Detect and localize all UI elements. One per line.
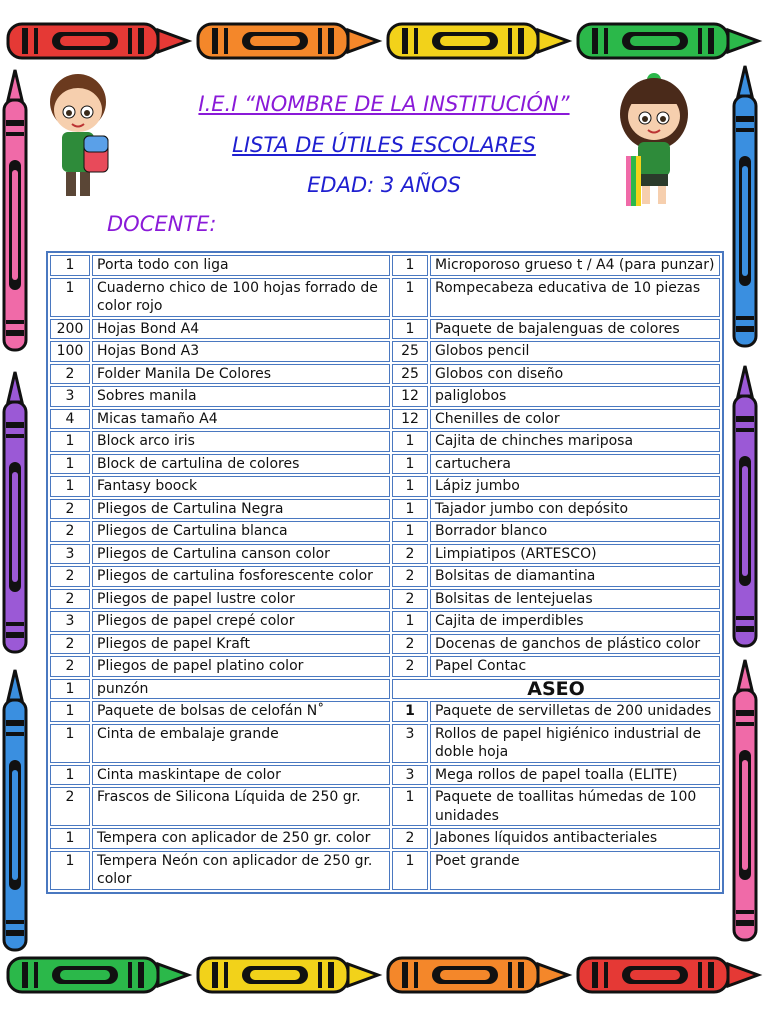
- quantity-cell: 1: [392, 255, 428, 276]
- table-row: [50, 566, 720, 587]
- item-cell: Mega rollos de papel toalla (ELITE): [430, 765, 720, 786]
- quantity-cell: 2: [50, 589, 90, 610]
- list-title: LISTA DE ÚTILES ESCOLARES: [232, 133, 536, 157]
- quantity-cell: 2: [50, 521, 90, 542]
- table-row: [50, 341, 720, 362]
- quantity-cell: 2: [392, 544, 428, 565]
- table-row: [50, 656, 720, 677]
- item-cell: Paquete de toallitas húmedas de 100 unidades: [430, 787, 720, 826]
- item-cell: Tajador jumbo con depósito: [430, 499, 720, 520]
- table-row: [50, 701, 720, 722]
- table-row: [50, 679, 720, 700]
- item-cell: Globos con diseño: [430, 364, 720, 385]
- quantity-cell: 2: [392, 589, 428, 610]
- quantity-cell: 2: [50, 499, 90, 520]
- item-cell: Poet grande: [430, 851, 720, 890]
- quantity-cell: 3: [50, 544, 90, 565]
- item-cell: punzón: [92, 679, 390, 700]
- item-cell: Block de cartulina de colores: [92, 454, 390, 475]
- item-cell: Bolsitas de lentejuelas: [430, 589, 720, 610]
- table-row: [50, 431, 720, 452]
- quantity-cell: 2: [50, 566, 90, 587]
- item-cell: Jabones líquidos antibacteriales: [430, 828, 720, 849]
- quantity-cell: 3: [50, 611, 90, 632]
- quantity-cell: 3: [392, 724, 428, 763]
- quantity-cell: 2: [392, 656, 428, 677]
- quantity-cell: 1: [392, 278, 428, 317]
- table-row: [50, 589, 720, 610]
- quantity-cell: 2: [392, 566, 428, 587]
- teacher-label: DOCENTE:: [107, 212, 217, 236]
- age-label: EDAD: 3 AÑOS: [307, 173, 461, 197]
- table-row: [50, 255, 720, 276]
- item-cell: Tempera Neón con aplicador de 250 gr. color: [92, 851, 390, 890]
- quantity-cell: 1: [392, 701, 428, 722]
- item-cell: Fantasy boock: [92, 476, 390, 497]
- item-cell: Borrador blanco: [430, 521, 720, 542]
- item-cell: Sobres manila: [92, 386, 390, 407]
- quantity-cell: 1: [392, 499, 428, 520]
- quantity-cell: 1: [50, 431, 90, 452]
- item-cell: Papel Contac: [430, 656, 720, 677]
- quantity-cell: 1: [50, 679, 90, 700]
- item-cell: Lápiz jumbo: [430, 476, 720, 497]
- quantity-cell: 1: [50, 255, 90, 276]
- item-cell: Frascos de Silicona Líquida de 250 gr.: [92, 787, 390, 826]
- quantity-cell: 1: [50, 454, 90, 475]
- table-row: [50, 364, 720, 385]
- quantity-cell: 1: [392, 454, 428, 475]
- item-cell: Pliegos de Cartulina canson color: [92, 544, 390, 565]
- item-cell: Paquete de bolsas de celofán N˚: [92, 701, 390, 722]
- table-row: [50, 454, 720, 475]
- item-cell: Chenilles de color: [430, 409, 720, 430]
- quantity-cell: 1: [50, 828, 90, 849]
- item-cell: Cajita de chinches mariposa: [430, 431, 720, 452]
- item-cell: Cajita de imperdibles: [430, 611, 720, 632]
- item-cell: Limpiatipos (ARTESCO): [430, 544, 720, 565]
- quantity-cell: 12: [392, 386, 428, 407]
- table-row: [50, 611, 720, 632]
- item-cell: Folder Manila De Colores: [92, 364, 390, 385]
- item-cell: Rompecabeza educativa de 10 piezas: [430, 278, 720, 317]
- quantity-cell: 1: [50, 765, 90, 786]
- quantity-cell: 1: [50, 476, 90, 497]
- aseo-heading: ASEO: [392, 679, 720, 700]
- table-row: [50, 319, 720, 340]
- quantity-cell: 12: [392, 409, 428, 430]
- quantity-cell: 1: [392, 431, 428, 452]
- item-cell: Pliegos de papel crepé color: [92, 611, 390, 632]
- item-cell: Microporoso grueso t / A4 (para punzar): [430, 255, 720, 276]
- item-cell: Pliegos de Cartulina Negra: [92, 499, 390, 520]
- quantity-cell: 1: [50, 278, 90, 317]
- table-row: [50, 409, 720, 430]
- quantity-cell: 1: [50, 701, 90, 722]
- item-cell: Cinta de embalaje grande: [92, 724, 390, 763]
- quantity-cell: 2: [50, 364, 90, 385]
- table-row: [50, 828, 720, 849]
- quantity-cell: 1: [50, 851, 90, 890]
- item-cell: paliglobos: [430, 386, 720, 407]
- quantity-cell: 3: [392, 765, 428, 786]
- supplies-table: [46, 251, 724, 894]
- item-cell: Pliegos de cartulina fosforescente color: [92, 566, 390, 587]
- item-cell: Pliegos de Cartulina blanca: [92, 521, 390, 542]
- item-cell: Cuaderno chico de 100 hojas forrado de color rojo: [92, 278, 390, 317]
- quantity-cell: 2: [50, 656, 90, 677]
- table-row: [50, 851, 720, 890]
- table-row: [50, 724, 720, 763]
- quantity-cell: 2: [50, 787, 90, 826]
- item-cell: Pliegos de papel Kraft: [92, 634, 390, 655]
- quantity-cell: 2: [392, 634, 428, 655]
- quantity-cell: 1: [392, 851, 428, 890]
- item-cell: Porta todo con liga: [92, 255, 390, 276]
- item-cell: Block arco iris: [92, 431, 390, 452]
- quantity-cell: 3: [50, 386, 90, 407]
- table-row: [50, 634, 720, 655]
- item-cell: Hojas Bond A4: [92, 319, 390, 340]
- quantity-cell: 4: [50, 409, 90, 430]
- table-row: [50, 765, 720, 786]
- table-row: [50, 278, 720, 317]
- item-cell: Paquete de servilletas de 200 unidades: [430, 701, 720, 722]
- quantity-cell: 1: [392, 787, 428, 826]
- table-row: [50, 476, 720, 497]
- institution-name: I.E.I “NOMBRE DE LA INSTITUCIÓN”: [198, 92, 570, 116]
- quantity-cell: 1: [392, 611, 428, 632]
- table-row: [50, 787, 720, 826]
- table-row: [50, 521, 720, 542]
- quantity-cell: 1: [50, 724, 90, 763]
- quantity-cell: 1: [392, 476, 428, 497]
- quantity-cell: 2: [392, 828, 428, 849]
- quantity-cell: 25: [392, 341, 428, 362]
- table-row: [50, 386, 720, 407]
- item-cell: Micas tamaño A4: [92, 409, 390, 430]
- item-cell: Pliegos de papel platino color: [92, 656, 390, 677]
- item-cell: Rollos de papel higiénico industrial de doble hoja: [430, 724, 720, 763]
- item-cell: Tempera con aplicador de 250 gr. color: [92, 828, 390, 849]
- quantity-cell: 2: [50, 634, 90, 655]
- table-row: [50, 499, 720, 520]
- item-cell: Pliegos de papel lustre color: [92, 589, 390, 610]
- item-cell: Cinta maskintape de color: [92, 765, 390, 786]
- item-cell: cartuchera: [430, 454, 720, 475]
- item-cell: Paquete de bajalenguas de colores: [430, 319, 720, 340]
- item-cell: Bolsitas de diamantina: [430, 566, 720, 587]
- table-row: [50, 544, 720, 565]
- item-cell: Docenas de ganchos de plástico color: [430, 634, 720, 655]
- quantity-cell: 200: [50, 319, 90, 340]
- quantity-cell: 1: [392, 521, 428, 542]
- quantity-cell: 1: [392, 319, 428, 340]
- quantity-cell: 100: [50, 341, 90, 362]
- quantity-cell: 25: [392, 364, 428, 385]
- item-cell: Hojas Bond A3: [92, 341, 390, 362]
- item-cell: Globos pencil: [430, 341, 720, 362]
